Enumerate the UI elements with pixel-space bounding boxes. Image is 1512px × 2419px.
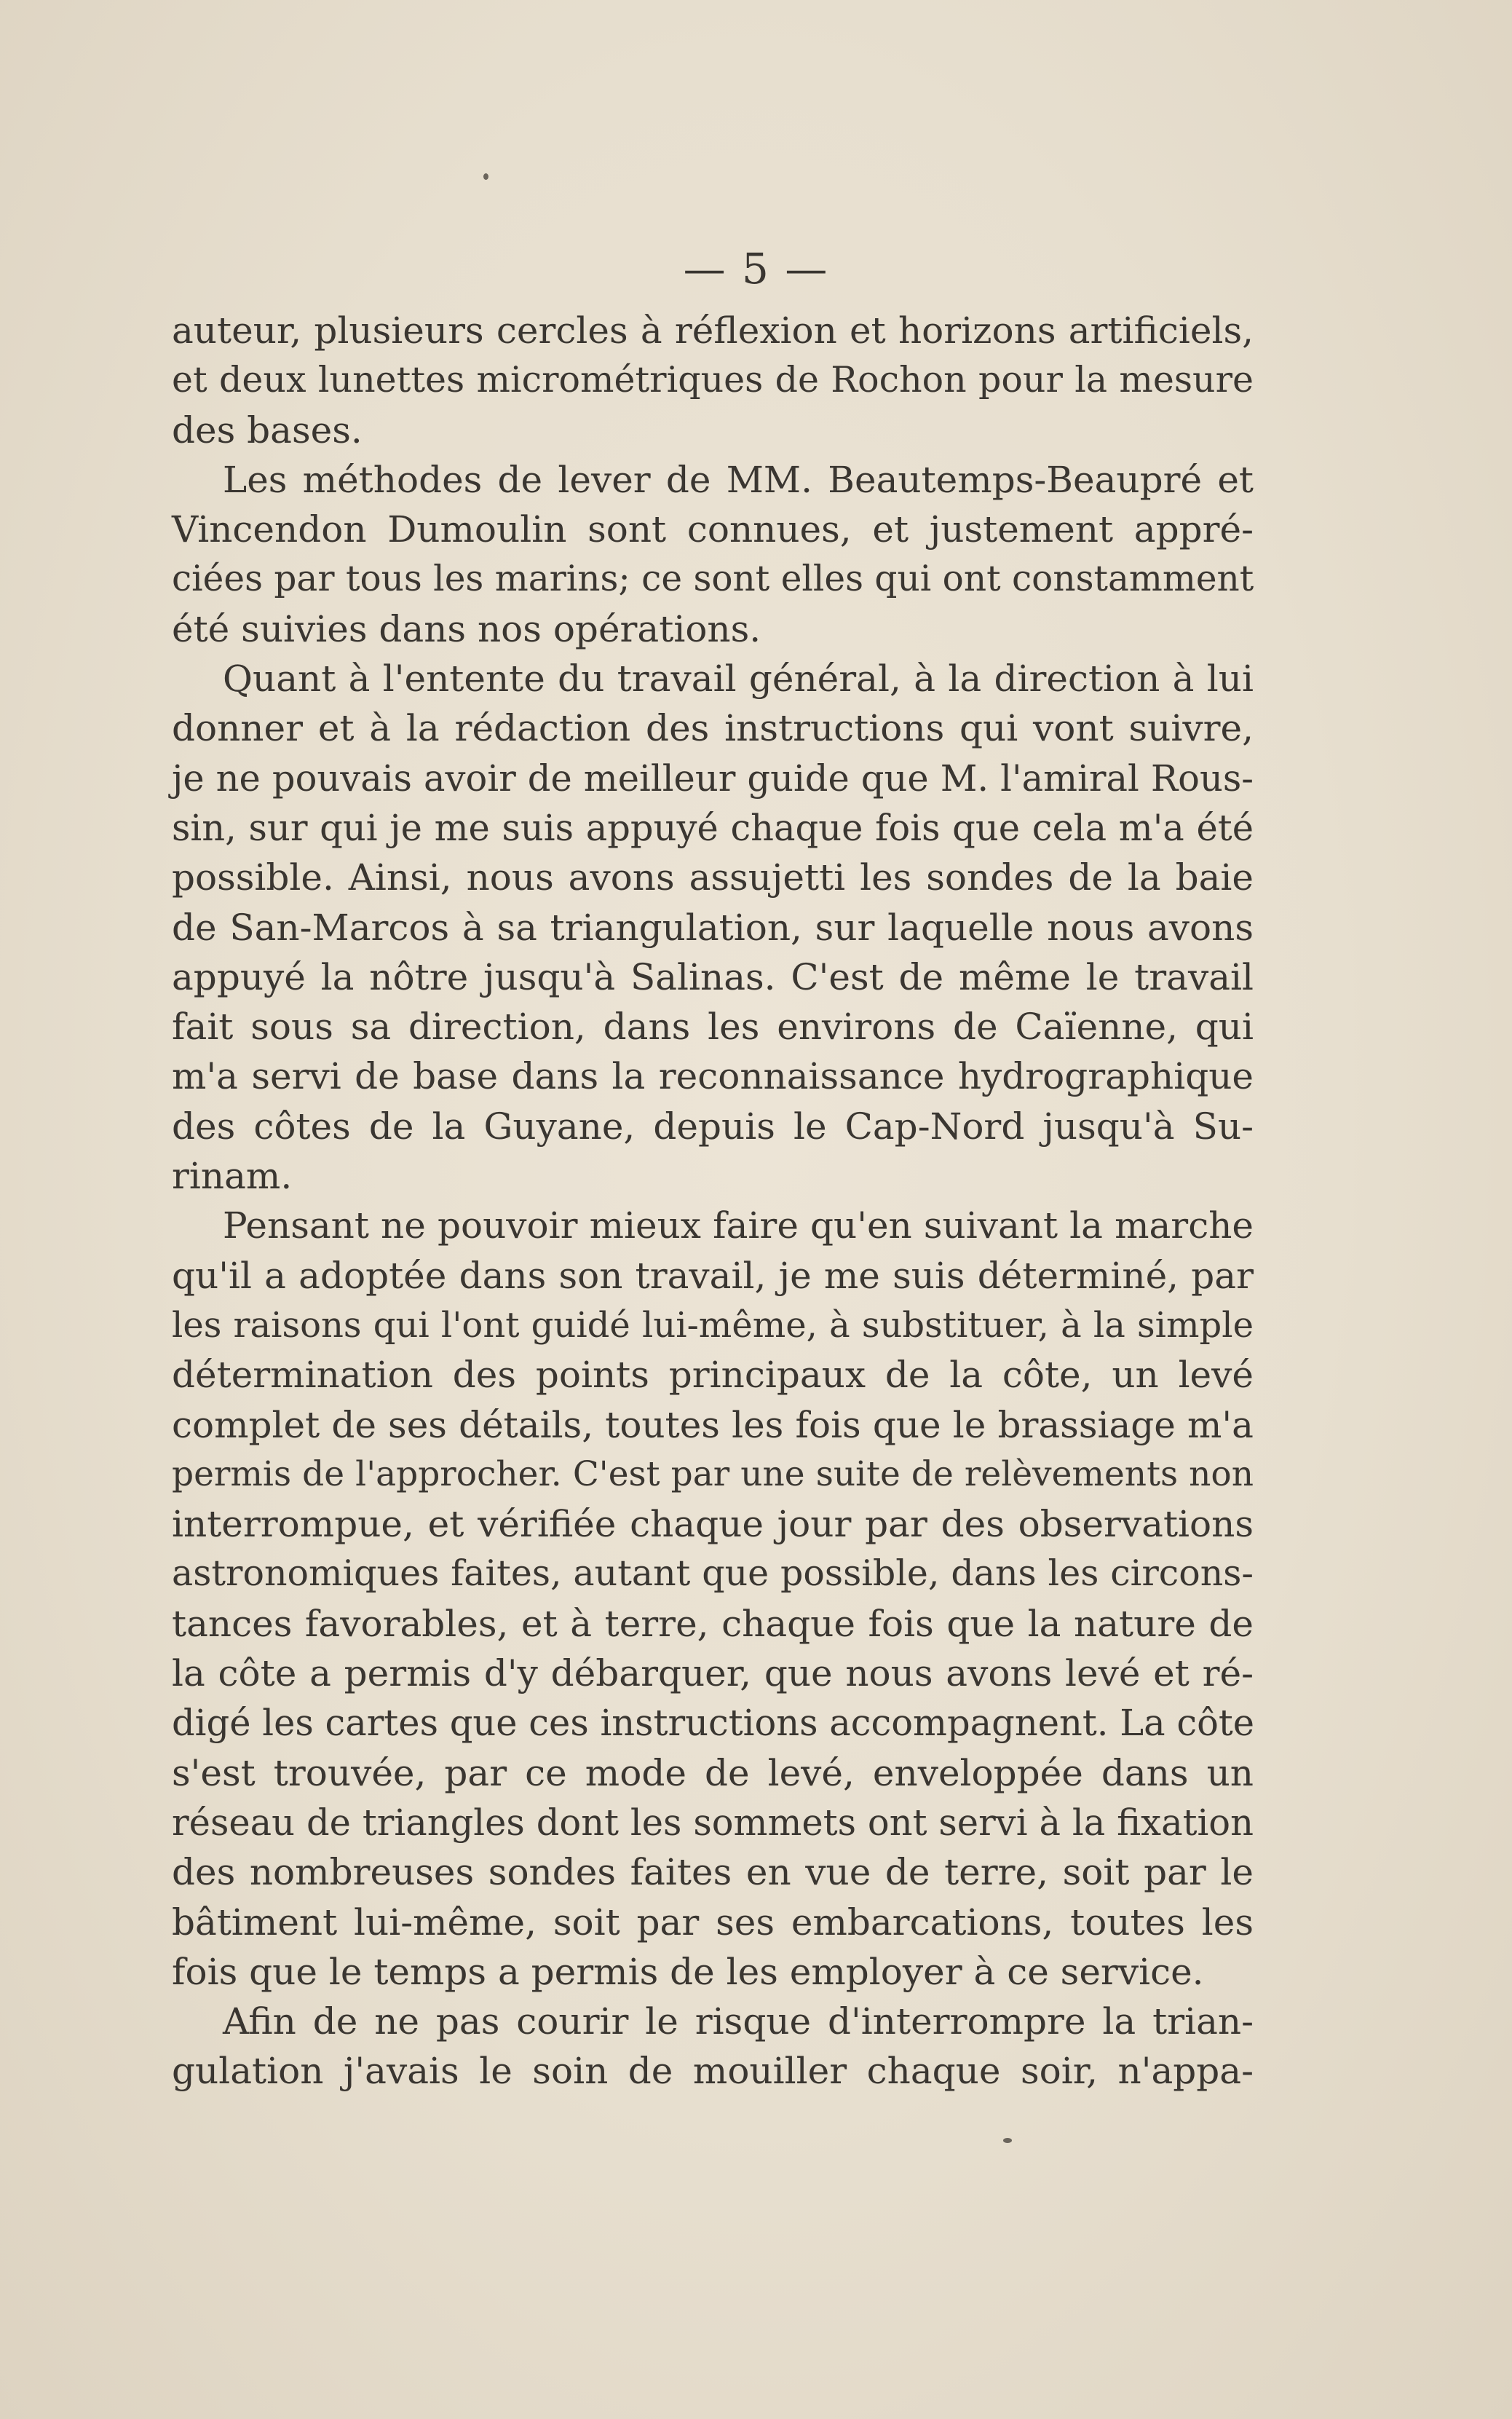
text-line: détermination des points principaux de la côte, un levé	[172, 1354, 1254, 1397]
text-line: des côtes de la Guyane, depuis le Cap-Nord jusqu'à Su-	[172, 1105, 1254, 1148]
text-line: les raisons qui l'ont guidé lui-même, à substituer, à la simple	[172, 1304, 1254, 1346]
text-line: m'a servi de base dans la reconnaissance hydrographique	[172, 1055, 1254, 1098]
text-line: et deux lunettes micrométriques de Rochon pour la mesure	[172, 359, 1254, 401]
text-line: interrompue, et vérifiée chaque jour par des observations	[172, 1503, 1254, 1546]
text-line: rinam.	[172, 1155, 293, 1198]
text-line: réseau de triangles dont les sommets ont servi à la fixation	[172, 1801, 1254, 1844]
text-line: Quant à l'entente du travail général, à la direction à lui	[223, 658, 1254, 701]
text-line: s'est trouvée, par ce mode de levé, enveloppée dans un	[172, 1751, 1254, 1794]
text-line: fait sous sa direction, dans les environs de Caïenne, qui	[172, 1006, 1254, 1049]
text-line: gulation j'avais le soin de mouiller chaque soir, n'appa-	[172, 2050, 1254, 2093]
text-line: permis de l'approcher. C'est par une suite de relèvements non	[172, 1453, 1254, 1494]
text-line: des bases.	[172, 409, 363, 451]
text-line: Afin de ne pas courir le risque d'interrompre la trian-	[223, 2000, 1254, 2043]
paper-speck	[483, 173, 488, 180]
text-line: bâtiment lui-même, soit par ses embarcations, toutes les	[172, 1901, 1254, 1944]
text-line: je ne pouvais avoir de meilleur guide que M. l'amiral Rous-	[172, 757, 1254, 800]
page-number: — 5 —	[683, 244, 829, 293]
text-line: digé les cartes que ces instructions accompagnent. La côte	[172, 1702, 1255, 1745]
text-line: Pensant ne pouvoir mieux faire qu'en suivant la marche	[223, 1204, 1254, 1247]
text-line: ciées par tous les marins; ce sont elles qui ont constamment	[172, 559, 1254, 600]
text-line: des nombreuses sondes faites en vue de terre, soit par le	[172, 1851, 1254, 1894]
text-line: auteur, plusieurs cercles à réflexion et horizons artificiels,	[172, 309, 1254, 352]
text-line: donner et à la rédaction des instructions qui vont suivre,	[172, 707, 1254, 750]
text-line: complet de ses détails, toutes les fois que le brassiage m'a	[172, 1403, 1254, 1446]
paper-speck	[1003, 2138, 1012, 2143]
text-line: appuyé la nôtre jusqu'à Salinas. C'est de même le travail	[172, 955, 1254, 998]
text-line: astronomiques faites, autant que possible, dans les circons-	[172, 1552, 1254, 1595]
text-line: sin, sur qui je me suis appuyé chaque fois que cela m'a été	[172, 806, 1254, 849]
text-line: qu'il a adoptée dans son travail, je me suis déterminé, par	[172, 1254, 1254, 1297]
text-line: possible. Ainsi, nous avons assujetti les sondes de la baie	[172, 856, 1254, 899]
text-line: de San-Marcos à sa triangulation, sur laquelle nous avons	[172, 906, 1254, 949]
text-line: Vincendon Dumoulin sont connues, et justement appré-	[172, 508, 1254, 551]
text-line: Les méthodes de lever de MM. Beautemps-Beaupré et	[223, 458, 1254, 501]
text-line: tances favorables, et à terre, chaque fois que la nature de	[172, 1602, 1254, 1645]
text-line: fois que le temps a permis de les employer à ce service.	[172, 1950, 1204, 1993]
text-line: été suivies dans nos opérations.	[172, 607, 761, 650]
text-line: la côte a permis d'y débarquer, que nous avons levé et ré-	[172, 1652, 1254, 1695]
body-text	[172, 306, 1254, 2096]
